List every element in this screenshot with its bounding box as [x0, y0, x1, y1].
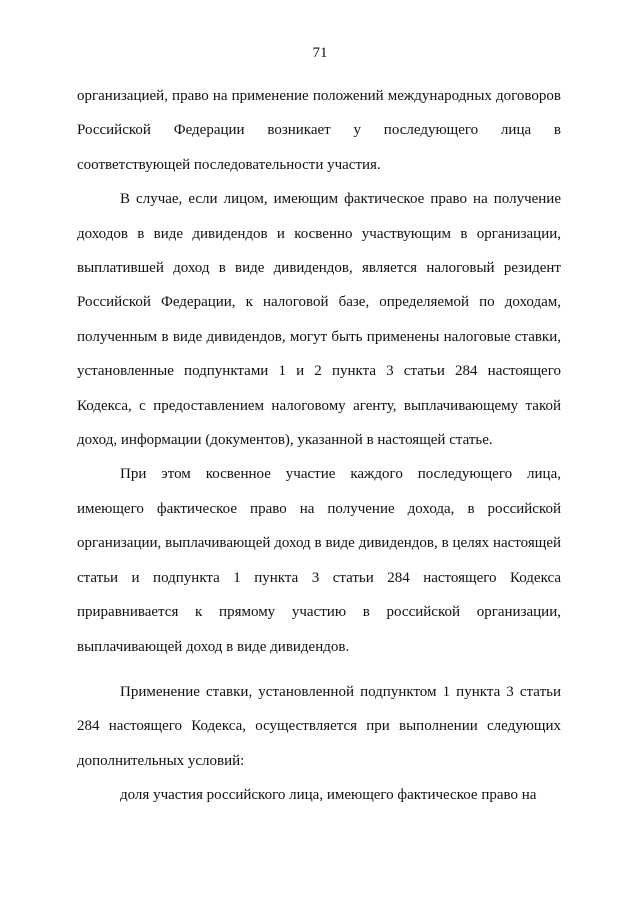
paragraph-continuation: организацией, право на применение положений международных договоров Российской Федерации возникает у последующего лица в соответствующей последовательности участия.: [77, 88, 561, 173]
paragraph-indirect-participation: При этом косвенное участие каждого последующего лица, имеющего фактическое право на получение дохода, в российской организации, выплачивающей доход в виде дивидендов, в целях настоящей статьи и подпункта 1 пункта 3 статьи 284 настоящего Кодекса приравнивается к прямому участию в российской организации, выплачивающей доход в виде дивидендов.: [77, 466, 561, 655]
paragraph-resident-dividends: В случае, если лицом, имеющим фактическое право на получение доходов в виде дивидендов и косвенно участвующим в организации, выплатившей доход в виде дивидендов, является налоговый резидент Российской Федерации, к налоговой базе, определяемой по доходам, полученным в виде дивидендов, могут быть применены налоговые ставки, установленные подпунктами 1 и 2 пункта 3 статьи 284 настоящего Кодекса, с предоставлением налоговому агенту, выплачивающему такой доход, информации (документов), указанной в настоящей статье.: [77, 191, 561, 449]
paragraph-rate-application: Применение ставки, установленной подпунктом 1 пункта 3 статьи 284 настоящего Кодекса, осуществляется при выполнении следующих дополнительных условий:: [77, 683, 561, 769]
paragraph-gap: [77, 664, 561, 675]
page-number: 71: [312, 45, 328, 61]
paragraph-participation-share: доля участия российского лица, имеющего фактическое право на: [120, 787, 537, 804]
document-body: [77, 79, 561, 813]
